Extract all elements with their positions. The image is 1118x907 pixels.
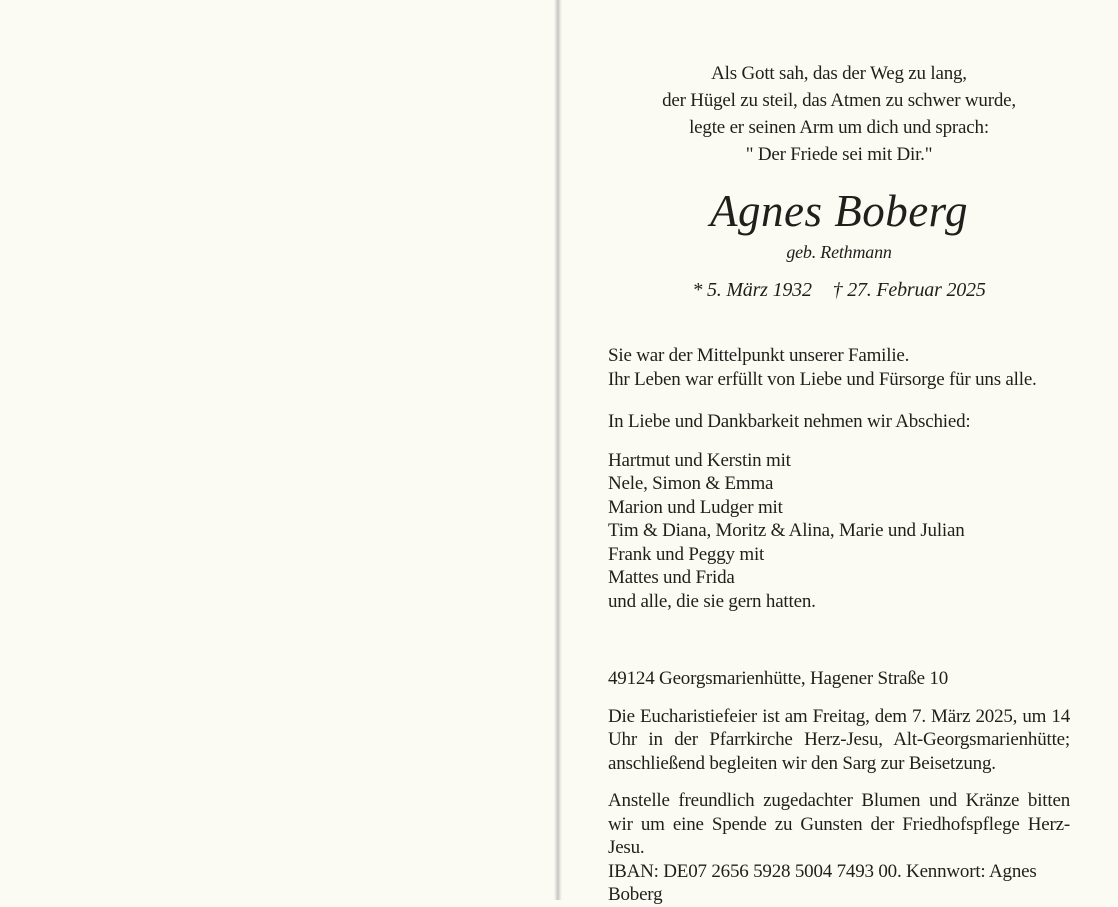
mourner-line: Marion und Ludger mit <box>608 496 783 518</box>
life-dates <box>608 278 1070 302</box>
verse-line: der Hügel zu steil, das Atmen zu schwer wurde, <box>662 90 1016 111</box>
mourner-line: Tim & Diana, Moritz & Alina, Marie und Julian <box>608 520 965 541</box>
mourner-line: Frank und Peggy mit <box>608 543 765 565</box>
mourner-line: Mattes und Frida <box>608 567 735 588</box>
opening-verse <box>608 60 1070 168</box>
deceased-name: Agnes Boberg <box>709 186 969 236</box>
verse-line: Als Gott sah, das der Weg zu lang, <box>711 63 967 84</box>
death-date: † 27. Februar 2025 <box>832 279 986 301</box>
service-info: Die Eucharistiefeier ist am Freitag, dem 7. März 2025, um 14 Uhr in der Pfarrkirche Herz-Jesu, Alt-Georgsmarienhütte; anschließend begleiten wir den Sarg zur Beisetzung. <box>608 705 1070 774</box>
tribute-line: Sie war der Mittelpunkt unserer Familie. <box>608 345 910 366</box>
tribute-line: Ihr Leben war erfüllt von Liebe und Fürsorge für uns alle. <box>608 368 1037 390</box>
donation-request: Anstelle freundlich zugedachter Blumen und Kränze bitten wir um eine Spende zu Gunsten der Friedhofspflege Herz-Jesu. <box>608 790 1070 858</box>
funeral-address: 49124 Georgsmarienhütte, Hagener Straße 10 <box>608 668 949 689</box>
tribute-text <box>608 344 1070 391</box>
card-content <box>608 0 1070 907</box>
mourner-line: und alle, die sie gern hatten. <box>608 590 816 612</box>
mourners-list <box>608 449 1070 614</box>
mourner-line: Nele, Simon & Emma <box>608 473 774 494</box>
farewell-intro: In Liebe und Dankbarkeit nehmen wir Abschied: <box>608 411 971 432</box>
verse-line: " Der Friede sei mit Dir." <box>745 144 933 165</box>
mourner-line: Hartmut und Kerstin mit <box>608 449 791 471</box>
memorial-card-left-page <box>0 0 555 900</box>
donation-iban: IBAN: DE07 2656 5928 5004 7493 00. Kennwort: Agnes Boberg <box>608 860 1037 905</box>
center-fold <box>554 0 562 900</box>
verse-line: legte er seinen Arm um dich und sprach: <box>689 117 989 138</box>
deceased-birth-name: geb. Rethmann <box>786 242 892 262</box>
memorial-card-right-page <box>562 0 1118 905</box>
birth-date: * 5. März 1932 <box>692 279 812 301</box>
